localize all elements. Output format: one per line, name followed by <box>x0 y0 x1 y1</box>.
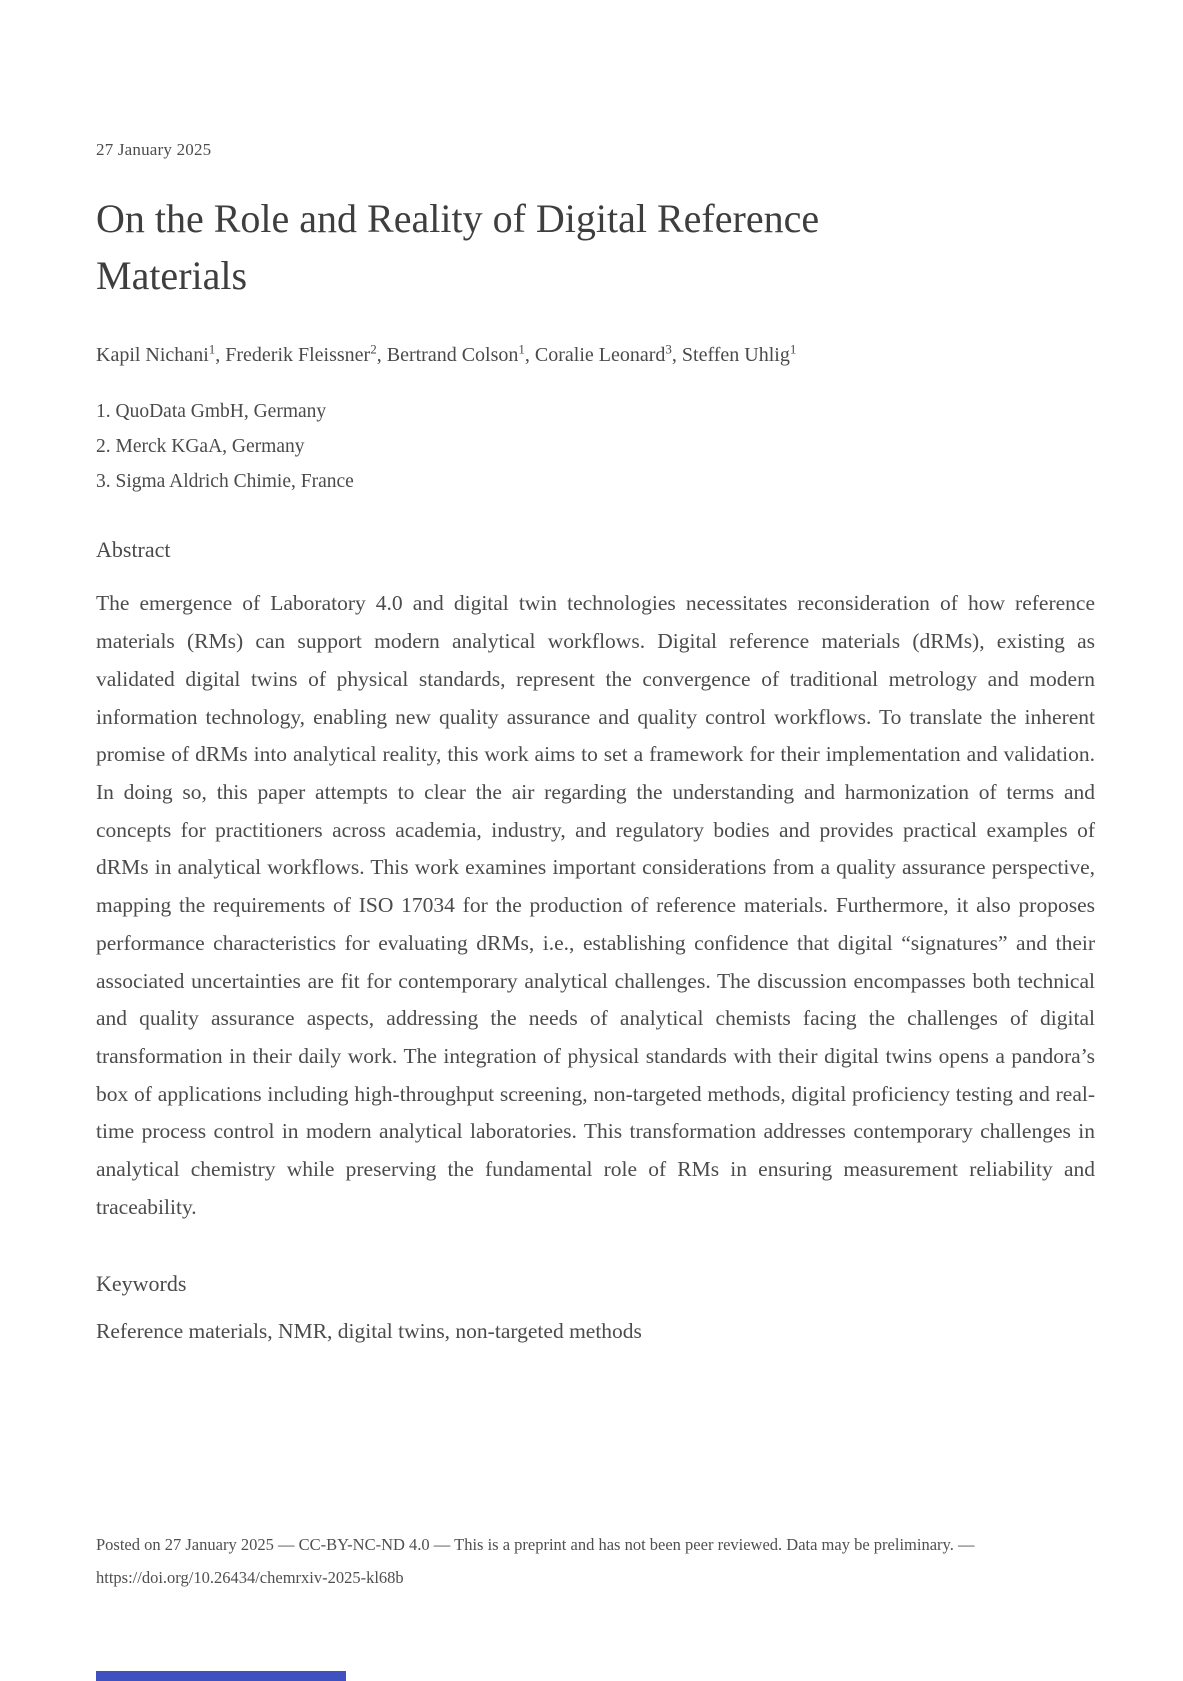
footer-license-line: Posted on 27 January 2025 — CC-BY-NC-ND 4.0 — This is a preprint and has not been peer reviewed. Data may be preliminary. — <box>96 1535 975 1554</box>
author-affiliation-marker: 1 <box>208 341 216 357</box>
footer-doi: https://doi.org/10.26434/chemrxiv-2025-kl68b <box>96 1568 404 1587</box>
license-footer <box>96 1528 1095 1594</box>
abstract-heading: Abstract <box>96 537 171 563</box>
keywords-text: Reference materials, NMR, digital twins, non-targeted methods <box>96 1318 642 1343</box>
abstract-text: The emergence of Laboratory 4.0 and digital twin technologies necessitates reconsideration of how reference materials (RMs) can support modern analytical workflows. Digital reference materials (dRMs), existing as validated digital twins of physical standards, represent the convergence of traditional metrology and modern information technology, enabling new quality assurance and quality control workflows. To translate the inherent promise of dRMs into analytical reality, this work aims to set a framework for their implementation and validation. In doing so, this paper attempts to clear the air regarding the understanding and harmonization of terms and concepts for practitioners across academia, industry, and regulatory bodies and provides practical examples of dRMs in analytical workflows. This work examines important considerations from a quality assurance perspective, mapping the requirements of ISO 17034 for the production of reference materials. Furthermore, it also proposes performance characteristics for evaluating dRMs, i.e., establishing confidence that digital “signatures” and their associated uncertainties are fit for contemporary analytical challenges. The discussion encompasses both technical and quality assurance aspects, addressing the needs of analytical chemists facing the challenges of digital transformation in their daily work. The integration of physical standards with their digital twins opens a pandora’s box of applications including high-throughput screening, non-targeted methods, digital proficiency testing and real-time process control in modern analytical laboratories. This transformation addresses contemporary challenges in analytical chemistry while preserving the fundamental role of RMs in ensuring measurement reliability and traceability. <box>96 591 1095 1219</box>
affiliation-item: 2. Merck KGaA, Germany <box>96 436 305 458</box>
authors-line: Kapil Nichani$^1$, Frederik Fleissner$^2$, Bertrand Colson$^1$, Coralie Leonard$^3$, Steffen Uhlig$^1$ <box>96 341 797 367</box>
paper-title: On the Role and Reality of Digital Reference Materials <box>96 196 820 299</box>
posted-date: 27 January 2025 <box>96 140 212 159</box>
author-name: Bertrand Colson <box>386 344 519 367</box>
author-affiliation-marker: 3 <box>665 341 672 357</box>
author-affiliation-marker: 1 <box>789 341 797 357</box>
author-affiliation-marker: 1 <box>518 341 525 357</box>
affiliations-list <box>96 401 1095 493</box>
author-name: Coralie Leonard <box>534 344 666 367</box>
keywords-heading: Keywords <box>96 1270 187 1296</box>
author-name: Frederik Fleissner <box>225 344 371 367</box>
author-affiliation-marker: 2 <box>370 341 377 357</box>
author-name: Kapil Nichani <box>96 344 209 367</box>
author-name: Steffen Uhlig <box>681 344 790 367</box>
affiliation-item: 1. QuoData GmbH, Germany <box>96 401 327 423</box>
affiliation-item: 3. Sigma Aldrich Chimie, France <box>96 471 354 493</box>
page-bottom-banner <box>96 1671 346 1681</box>
